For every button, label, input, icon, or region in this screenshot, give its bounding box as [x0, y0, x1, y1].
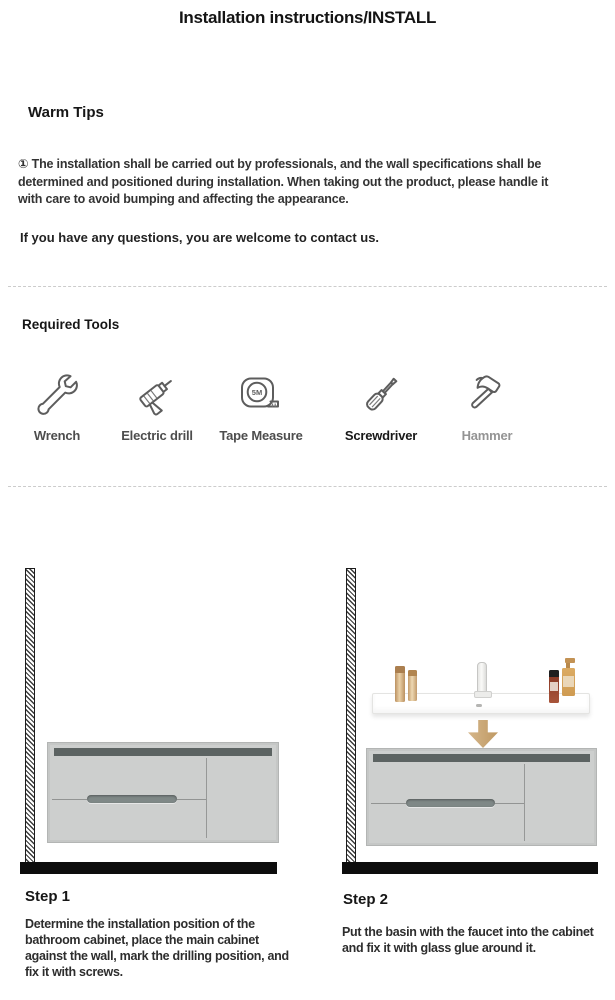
- warm-tips-heading: Warm Tips: [28, 104, 104, 121]
- wall-hatch-step1: [25, 568, 35, 864]
- tool-label-screwdriver: Screwdriver: [344, 428, 418, 443]
- bottle-label: [563, 676, 574, 687]
- dashed-divider-bottom: [8, 486, 607, 487]
- tool-item-electric-drill: [107, 370, 207, 443]
- tool-label-hammer: Hammer: [461, 428, 513, 443]
- faucet-base: [474, 691, 492, 698]
- tool-item-wrench: [7, 370, 107, 443]
- tool-label-tape-measure: Tape Measure: [219, 428, 303, 443]
- electric-drill-icon: [132, 370, 182, 420]
- cabinet-top-strip: [54, 748, 272, 756]
- required-tools-heading: Required Tools: [22, 317, 120, 332]
- hammer-icon: [462, 370, 512, 420]
- cosmetic-bottle: [408, 670, 417, 701]
- cabinet-handle: [87, 795, 176, 803]
- contact-note: If you have any questions, you are welcome to contact us.: [20, 230, 380, 245]
- step2-heading: Step 2: [343, 891, 389, 908]
- bathroom-cabinet-illustration-step1: [48, 743, 278, 842]
- wrench-icon: [32, 370, 82, 420]
- cabinet-door-divider: [206, 758, 207, 838]
- cabinet-top-strip: [373, 754, 590, 762]
- step2-description: Put the basin with the faucet into the cabinet and fix it with glass glue around it.: [342, 925, 594, 955]
- floor-line-step1: [20, 862, 277, 874]
- perfume-bottle: [549, 670, 559, 703]
- step1-heading: Step 1: [25, 888, 71, 905]
- dashed-divider-top: [8, 286, 607, 287]
- page-title: Installation instructions/INSTALL: [178, 8, 437, 27]
- tool-item-screwdriver: [331, 370, 431, 443]
- basin-overflow-hole: [476, 704, 482, 707]
- tool-label-wrench: Wrench: [33, 428, 81, 443]
- tool-item-tape-measure: [211, 370, 311, 443]
- screwdriver-icon: [356, 370, 406, 420]
- tape-measure-badge: 5M: [251, 387, 263, 397]
- wall-hatch-step2: [346, 568, 356, 864]
- tape-measure-icon: [236, 370, 286, 420]
- cabinet-door-divider: [524, 764, 525, 841]
- warm-tips-paragraph: ① The installation shall be carried out by professionals, and the wall specifications shall be determined and positioned during installation. When taking out the product, please handle it with care to avoid bumping and affecting the appearance.: [18, 157, 549, 206]
- tool-label-electric-drill: Electric drill: [121, 428, 193, 443]
- pump-nozzle: [565, 658, 575, 663]
- cosmetic-bottle: [395, 666, 405, 702]
- cabinet-handle: [406, 799, 495, 807]
- soap-pump-bottle: [562, 668, 575, 696]
- bathroom-cabinet-illustration-step2: [367, 749, 596, 845]
- tool-item-hammer: [437, 370, 537, 443]
- bottle-label: [550, 682, 558, 691]
- down-arrow-icon: [468, 720, 498, 748]
- step1-description: Determine the installation position of the bathroom cabinet, place the main cabinet against the wall, mark the drilling position, and fix it with screws.: [25, 917, 289, 979]
- floor-line-step2: [342, 862, 598, 874]
